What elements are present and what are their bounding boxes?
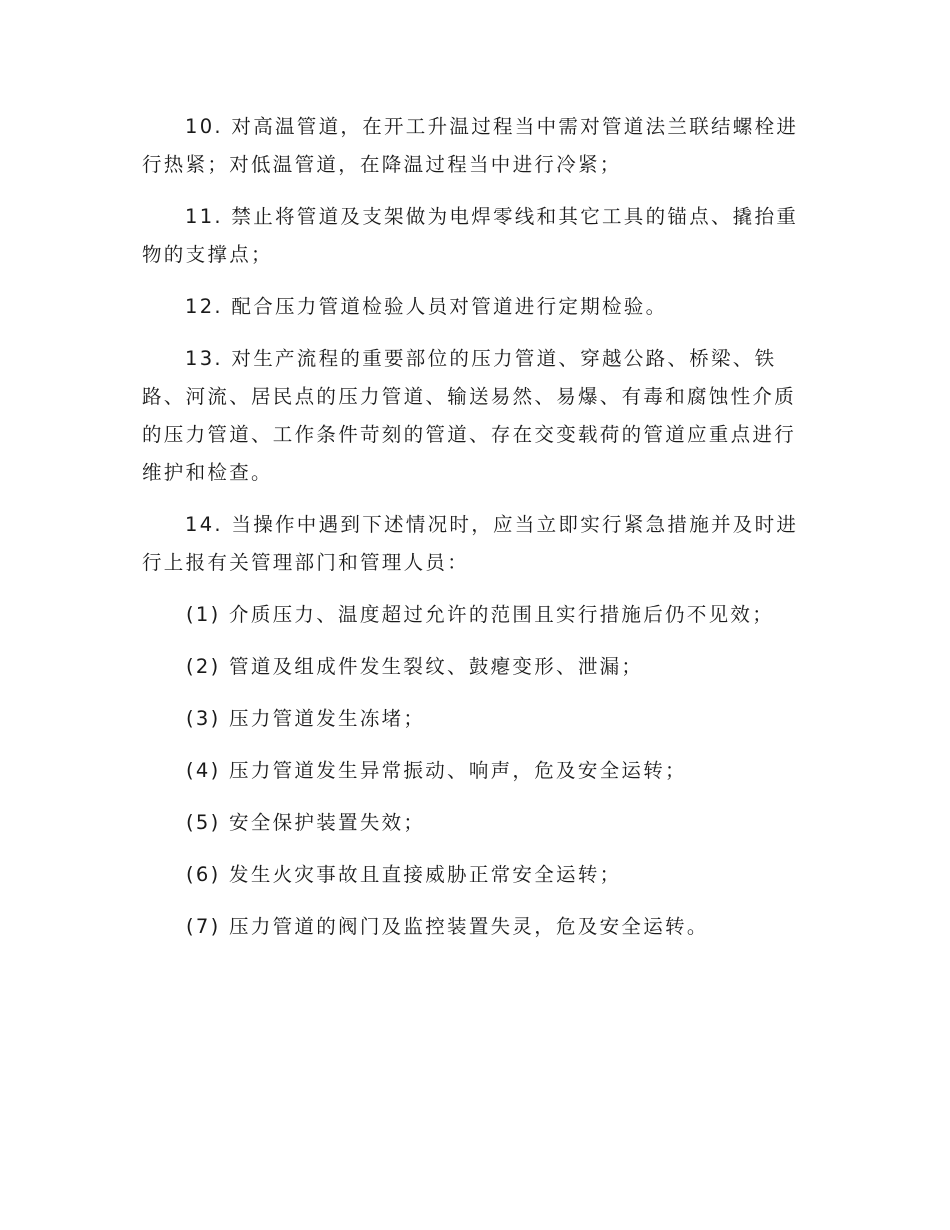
list-item-5: (5) 安全保护装置失效；	[186, 811, 426, 834]
list-item-4: (4) 压力管道发生异常振动、响声，危及安全运转；	[186, 759, 687, 782]
paragraph-12: 12. 配合压力管道检验人员对管道进行定期检验。	[185, 295, 668, 318]
document-body	[142, 108, 802, 960]
list-item-3: (3) 压力管道发生冻堵；	[186, 707, 426, 730]
paragraph-14: 14. 当操作中遇到下述情况时，应当立即实行紧急措施并及时进行上报有关管理部门和管理人员：	[142, 513, 799, 574]
paragraph-10: 10. 对高温管道，在开工升温过程当中需对管道法兰联结螺栓进行热紧；对低温管道，在降温过程当中进行冷紧；	[142, 115, 799, 176]
list-item-6: (6) 发生火灾事故且直接威胁正常安全运转；	[186, 863, 622, 886]
paragraph-13: 13. 对生产流程的重要部位的压力管道、穿越公路、桥梁、铁路、河流、居民点的压力管道、输送易然、易爆、有毒和腐蚀性介质的压力管道、工作条件苛刻的管道、存在交变载荷的管道应重点进行维护和检查。	[142, 347, 797, 484]
paragraph-11: 11. 禁止将管道及支架做为电焊零线和其它工具的锚点、撬抬重物的支撑点；	[142, 205, 799, 266]
list-item-7: (7) 压力管道的阀门及监控装置失灵，危及安全运转。	[186, 915, 709, 938]
list-item-1: (1) 介质压力、温度超过允许的范围且实行措施后仍不见效；	[186, 603, 775, 626]
list-item-2: (2) 管道及组成件发生裂纹、鼓瘪变形、泄漏；	[186, 655, 644, 678]
